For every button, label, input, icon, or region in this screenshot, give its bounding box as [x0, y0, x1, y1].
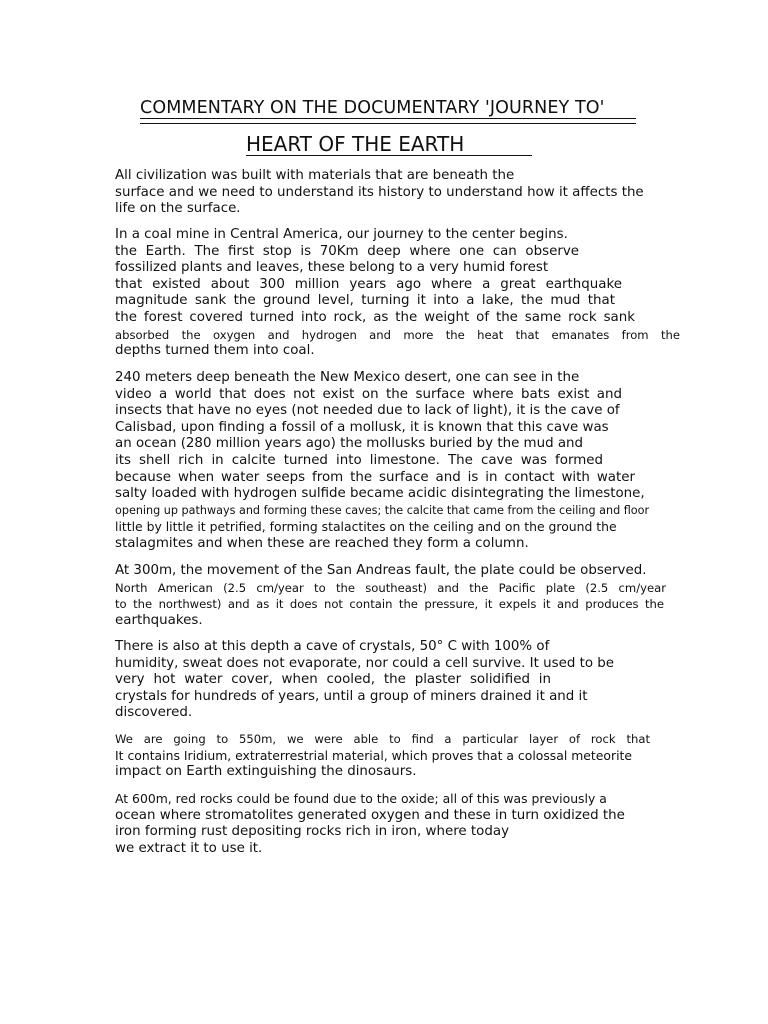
text-line: an ocean (280 million years ago) the mollusks buried by the mud and	[115, 436, 584, 452]
text-line: because when water seeps from the surface and is in contact with water	[115, 469, 635, 485]
text-line: There is also at this depth a cave of crystals, 50° C with 100% of	[115, 639, 550, 654]
text-line: surface and we need to understand its history to understand how it affects the	[115, 184, 644, 200]
text-line: It contains Iridium, extraterrestrial material, which proves that a colossal meteorite	[115, 747, 632, 763]
text-line: the Earth. The first stop is 70Km deep where one can observe	[115, 243, 579, 259]
text-line: earthquakes.	[115, 612, 203, 628]
paragraph-3	[115, 370, 681, 553]
text-line: salty loaded with hydrogen sulfide became acidic disintegrating the limestone,	[115, 486, 645, 502]
text-line: very hot water cover, when cooled, the plaster solidified in	[115, 672, 551, 688]
text-line: the forest covered turned into rock, as the weight of the same rock sank	[115, 309, 635, 325]
paragraph-7	[115, 791, 681, 857]
text-line: we extract it to use it.	[115, 840, 263, 856]
text-line: stalagmites and when these are reached they form a column.	[115, 535, 529, 551]
text-line: impact on Earth extinguishing the dinosaurs.	[115, 764, 417, 780]
text-line: discovered.	[115, 705, 193, 721]
text-line: absorbed the oxygen and hydrogen and more the heat that emanates from the	[115, 327, 680, 342]
title-underline	[246, 155, 532, 156]
text-line: insects that have no eyes (not needed due to lack of light), it is the cave of	[115, 403, 620, 419]
text-line: iron forming rust depositing rocks rich in iron, where today	[115, 824, 509, 840]
text-line: Calisbad, upon finding a fossil of a mollusk, it is known that this cave was	[115, 419, 609, 435]
text-line: life on the surface.	[115, 201, 241, 217]
paragraph-6	[115, 731, 681, 781]
paragraph-4	[115, 563, 681, 629]
text-line: fossilized plants and leaves, these belong to a very humid forest	[115, 260, 549, 276]
text-line: ocean where stromatolites generated oxygen and these in turn oxidized the	[115, 807, 625, 823]
text-line: North American (2.5 cm/year to the southeast) and the Pacific plate (2.5 cm/year	[115, 580, 666, 595]
paragraph-1	[115, 168, 681, 218]
text-line: depths turned them into coal.	[115, 343, 315, 359]
text-line: that existed about 300 million years ago where a great earthquake	[115, 276, 622, 292]
text-line: humidity, sweat does not evaporate, nor could a cell survive. It used to be	[115, 655, 615, 671]
paragraph-5	[115, 639, 681, 722]
paragraph-2	[115, 227, 681, 360]
document-title-line-1: COMMENTARY ON THE DOCUMENTARY 'JOURNEY TO'	[140, 98, 605, 118]
document-title-line-2: HEART OF THE EARTH	[246, 132, 465, 156]
text-line: At 300m, the movement of the San Andreas fault, the plate could be observed.	[115, 563, 647, 578]
text-line: to the northwest) and as it does not contain the pressure, it expels it and produces the	[115, 597, 664, 612]
text-line: We are going to 550m, we were able to find a particular layer of rock that	[115, 732, 650, 746]
text-line: At 600m, red rocks could be found due to the oxide; all of this was previously a	[115, 791, 607, 806]
text-line: opening up pathways and forming these caves; the calcite that came from the ceiling and floor	[115, 503, 650, 517]
text-line: All civilization was built with materials that are beneath the	[115, 168, 515, 183]
text-line: its shell rich in calcite turned into limestone. The cave was formed	[115, 452, 603, 468]
text-line: magnitude sank the ground level, turning it into a lake, the mud that	[115, 293, 615, 309]
text-line: crystals for hundreds of years, until a group of miners drained it and it	[115, 688, 588, 704]
text-line: video a world that does not exist on the surface where bats exist and	[115, 386, 622, 402]
text-line: little by little it petrified, forming stalactites on the ceiling and on the ground the	[115, 519, 617, 535]
title-double-underline	[140, 118, 636, 124]
text-line: 240 meters deep beneath the New Mexico desert, one can see in the	[115, 370, 580, 385]
text-line: In a coal mine in Central America, our journey to the center begins.	[115, 227, 568, 242]
